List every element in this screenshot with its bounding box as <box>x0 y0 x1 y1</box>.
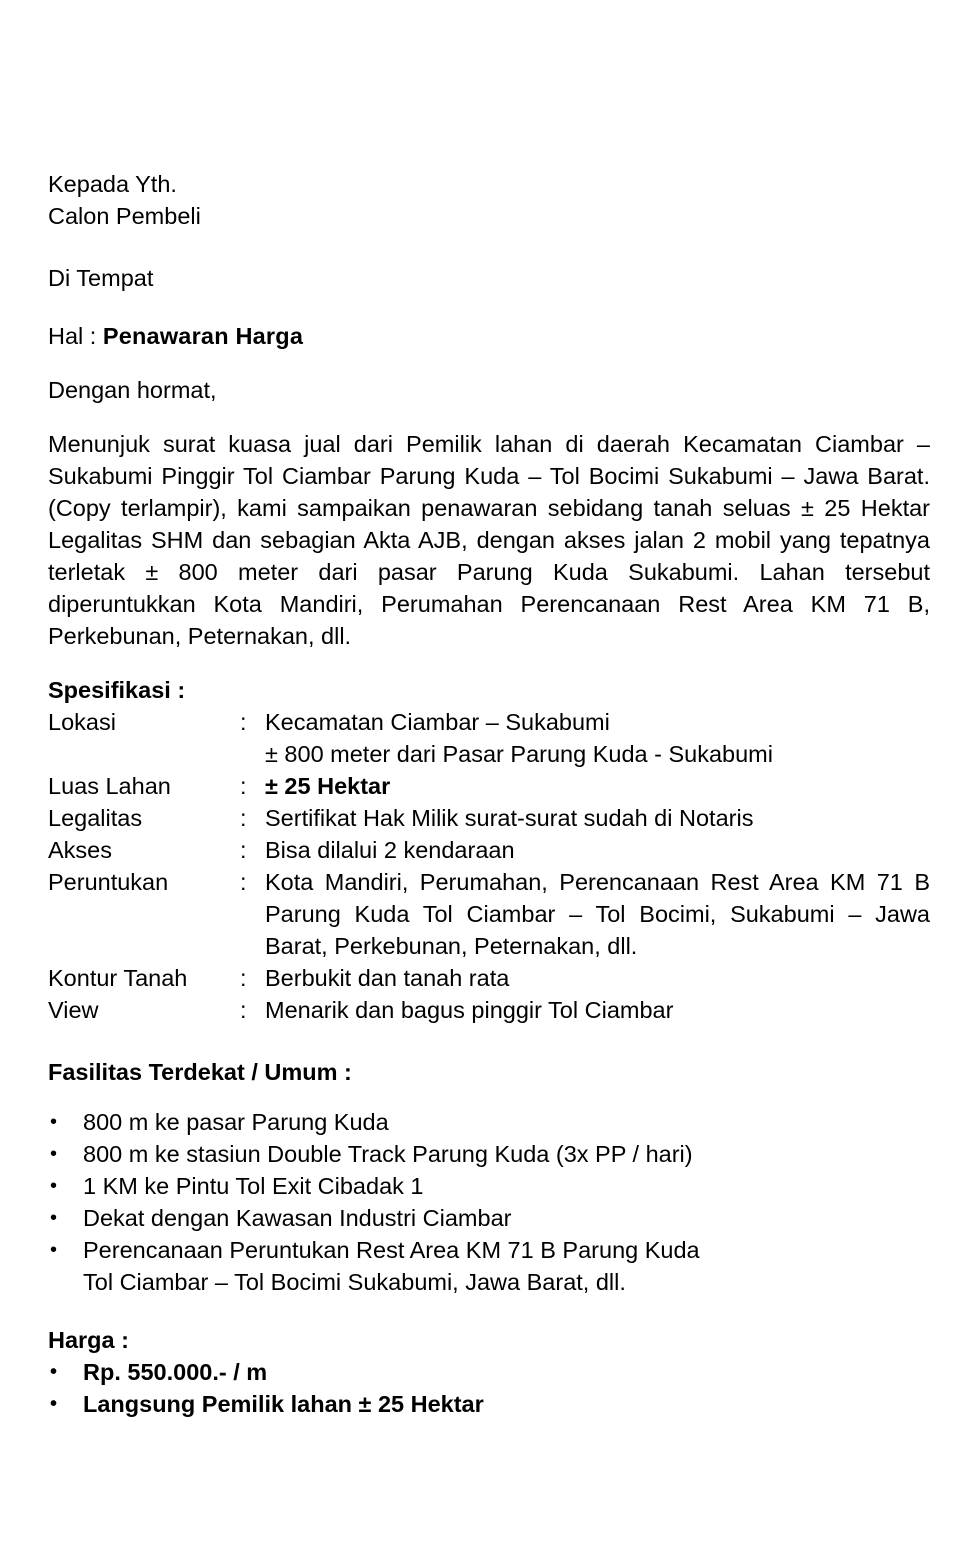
spec-value-peruntukan: Kota Mandiri, Perumahan, Perencanaan Rest Area KM 71 B Parung Kuda Tol Ciambar – Tol Bocimi, Sukabumi – Jawa Barat, Perkebunan, Peternakan, dll. <box>265 869 930 959</box>
spec-value-lokasi <box>265 706 930 770</box>
list-item-label: Dekat dengan Kawasan Industri Ciambar <box>83 1205 512 1231</box>
spec-colon: : <box>240 773 247 799</box>
spec-value-lokasi-line2: ± 800 meter dari Pasar Parung Kuda - Sukabumi <box>265 741 773 767</box>
table-row <box>48 866 930 962</box>
spec-value-view: Menarik dan bagus pinggir Tol Ciambar <box>265 997 674 1023</box>
fasilitas-heading: Fasilitas Terdekat / Umum : <box>48 1059 352 1085</box>
spec-colon: : <box>240 805 247 831</box>
list-item <box>48 1138 930 1170</box>
spacer <box>48 232 930 262</box>
spacer <box>48 406 930 428</box>
spec-value-akses: Bisa dilalui 2 kendaraan <box>265 837 515 863</box>
spec-value-legalitas: Sertifikat Hak Milik surat-surat sudah di Notaris <box>265 805 754 831</box>
spesifikasi-heading: Spesifikasi : <box>48 677 186 703</box>
spacer <box>48 294 930 320</box>
subject-label: Hal : <box>48 323 103 349</box>
bullet-icon: • <box>50 1111 58 1133</box>
list-item-label: Rp. 550.000.- / m <box>83 1359 268 1385</box>
list-item-label: 800 m ke pasar Parung Kuda <box>83 1109 389 1135</box>
list-item-label: 1 KM ke Pintu Tol Exit Cibadak 1 <box>83 1173 424 1199</box>
spacer <box>48 652 930 674</box>
document-body <box>48 168 930 1420</box>
spec-value-kontur-tanah: Berbukit dan tanah rata <box>265 965 510 991</box>
spec-value-luas-lahan: ± 25 Hektar <box>265 773 391 799</box>
spec-label-akses: Akses <box>48 837 112 863</box>
fasilitas-list <box>48 1106 930 1298</box>
list-item-label-continuation: Tol Ciambar – Tol Bocimi Sukabumi, Jawa Barat, dll. <box>83 1269 626 1295</box>
list-item <box>48 1106 930 1138</box>
addressee-block <box>48 168 930 232</box>
bullet-icon: • <box>50 1361 58 1383</box>
salutation: Dengan hormat, <box>48 377 217 403</box>
list-item <box>48 1388 930 1420</box>
subject-line <box>48 320 930 352</box>
harga-heading: Harga : <box>48 1327 129 1353</box>
addressee-line-1: Kepada Yth. <box>48 171 177 197</box>
table-row <box>48 706 930 770</box>
list-item <box>48 1170 930 1202</box>
spesifikasi-table <box>48 706 930 1026</box>
spec-label-view: View <box>48 997 99 1023</box>
list-item-label: 800 m ke stasiun Double Track Parung Kuda (3x PP / hari) <box>83 1141 693 1167</box>
spec-value-lokasi-line1: Kecamatan Ciambar – Sukabumi <box>265 709 610 735</box>
list-item-label: Perencanaan Peruntukan Rest Area KM 71 B Parung Kuda <box>83 1237 700 1263</box>
spacer <box>48 1026 930 1056</box>
spec-label-legalitas: Legalitas <box>48 805 143 831</box>
bullet-icon: • <box>50 1239 58 1261</box>
addressee-line-2: Calon Pembeli <box>48 203 201 229</box>
bullet-icon: • <box>50 1207 58 1229</box>
spacer <box>48 1298 930 1324</box>
list-item-label: Langsung Pemilik lahan ± 25 Hektar <box>83 1391 484 1417</box>
list-item <box>48 1202 930 1234</box>
table-row <box>48 962 930 994</box>
bullet-icon: • <box>50 1143 58 1165</box>
spec-label-peruntukan: Peruntukan <box>48 869 169 895</box>
spec-colon: : <box>240 965 247 991</box>
table-row <box>48 994 930 1026</box>
list-item <box>48 1234 930 1298</box>
bullet-icon: • <box>50 1393 58 1415</box>
addressee-place: Di Tempat <box>48 265 154 291</box>
spec-label-kontur-tanah: Kontur Tanah <box>48 965 188 991</box>
table-row <box>48 770 930 802</box>
harga-list <box>48 1356 930 1420</box>
list-item <box>48 1356 930 1388</box>
spec-colon: : <box>240 709 247 735</box>
spacer <box>48 352 930 374</box>
spec-colon: : <box>240 869 247 895</box>
subject-value: Penawaran Harga <box>102 323 304 349</box>
bullet-icon: • <box>50 1175 58 1197</box>
spacer <box>48 1088 930 1106</box>
spec-label-luas-lahan: Luas Lahan <box>48 773 171 799</box>
spec-colon: : <box>240 837 247 863</box>
spec-label-lokasi: Lokasi <box>48 709 116 735</box>
table-row <box>48 834 930 866</box>
intro-paragraph: Menunjuk surat kuasa jual dari Pemilik lahan di daerah Kecamatan Ciambar – Sukabumi Pinggir Tol Ciambar Parung Kuda – Tol Bocimi Sukabumi – Jawa Barat. (Copy terlampir), kami sampaikan penawaran sebidang tanah seluas ± 25 Hektar Legalitas SHM dan sebagian Akta AJB, dengan akses jalan 2 mobil yang tepatnya terletak ± 800 meter dari pasar Parung Kuda Sukabumi. Lahan tersebut diperuntukkan Kota Mandiri, Perumahan Perencanaan Rest Area KM 71 B, Perkebunan, Peternakan, dll. <box>48 431 930 649</box>
table-row <box>48 802 930 834</box>
spec-colon: : <box>240 997 247 1023</box>
